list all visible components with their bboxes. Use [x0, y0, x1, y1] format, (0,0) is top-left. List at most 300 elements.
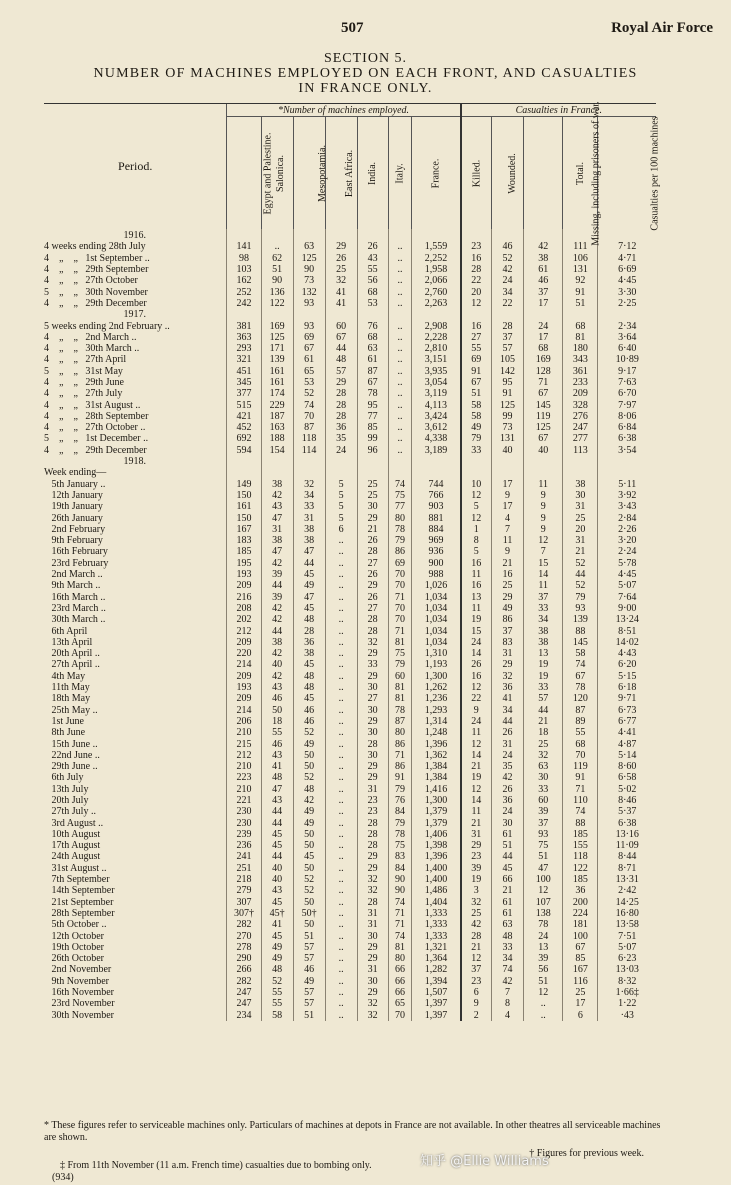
value-cell: 41	[261, 761, 293, 772]
value-cell: 33	[293, 501, 325, 512]
period-cell: 17th August	[44, 840, 101, 852]
period-cell: 6th July	[44, 772, 84, 784]
value-cell: 6·77	[598, 716, 656, 727]
value-cell: ..	[325, 942, 357, 953]
value-cell: 33	[524, 682, 563, 693]
value-cell: 42	[293, 795, 325, 806]
value-cell: 1,321	[412, 942, 461, 953]
value-cell: 4	[492, 1009, 524, 1020]
value-cell: 58	[563, 648, 598, 659]
value-cell: 47	[261, 512, 293, 523]
value-cell: 4·45	[598, 275, 656, 286]
value-cell	[388, 467, 412, 478]
table-row	[44, 953, 656, 964]
value-cell: ..	[388, 354, 412, 365]
value-cell: 22	[461, 275, 492, 286]
empty-cell	[461, 456, 492, 467]
value-cell: ..	[388, 366, 412, 377]
value-cell: 26	[357, 535, 388, 546]
value-cell: 14·02	[598, 637, 656, 648]
value-cell: 69	[388, 558, 412, 569]
value-cell: 45	[293, 603, 325, 614]
value-cell: 29	[357, 942, 388, 953]
value-cell: 881	[412, 512, 461, 523]
empty-cell	[388, 456, 412, 467]
value-cell: 45	[492, 863, 524, 874]
value-cell: 6·84	[598, 422, 656, 433]
section-label: SECTION 5.	[323, 51, 408, 66]
value-cell: 86	[388, 761, 412, 772]
value-cell: 28	[357, 840, 388, 851]
value-cell: 93	[293, 320, 325, 331]
value-cell: 6·23	[598, 953, 656, 964]
table-row	[44, 942, 656, 953]
value-cell: 66	[492, 874, 524, 885]
value-cell: 16	[461, 253, 492, 264]
year-subheading-row	[44, 309, 656, 320]
table-row	[44, 399, 656, 410]
value-cell: 91	[388, 772, 412, 783]
value-cell: 28	[357, 829, 388, 840]
period-cell: 4 „ „ 29th December	[44, 297, 147, 309]
empty-cell	[293, 456, 325, 467]
table-row	[44, 897, 656, 908]
value-cell: 361	[563, 366, 598, 377]
value-cell: 21	[461, 761, 492, 772]
value-cell: ..	[325, 874, 357, 885]
empty-cell	[598, 229, 656, 241]
value-cell: 74	[563, 806, 598, 817]
value-cell: 74	[563, 659, 598, 670]
value-cell: 5·07	[598, 580, 656, 591]
column-header-label: Killed.	[470, 159, 482, 187]
period-cell: Week ending—	[44, 467, 107, 479]
value-cell: 63	[492, 919, 524, 930]
value-cell: 75	[524, 840, 563, 851]
value-cell: 11	[461, 806, 492, 817]
value-cell: 16	[461, 671, 492, 682]
table-row	[44, 275, 656, 286]
value-cell: 53	[293, 377, 325, 388]
value-cell: 33	[492, 942, 524, 953]
value-cell: 32	[357, 874, 388, 885]
period-cell: 20th July	[44, 794, 89, 806]
value-cell: 9·17	[598, 366, 656, 377]
empty-cell	[388, 309, 412, 320]
value-cell: 48	[293, 614, 325, 625]
value-cell: 2·25	[598, 298, 656, 309]
value-cell: 9	[492, 490, 524, 501]
value-cell: 187	[261, 411, 293, 422]
empty-cell	[357, 309, 388, 320]
value-cell: 91	[492, 388, 524, 399]
column-header-label: Wounded.	[506, 152, 518, 194]
period-cell: 18th May	[44, 693, 91, 705]
value-cell	[412, 467, 461, 478]
value-cell: 28	[357, 614, 388, 625]
column-header-label: Casualties per 100 machines	[650, 115, 662, 231]
value-cell: 25	[563, 987, 598, 998]
value-cell: 111	[563, 241, 598, 252]
value-cell: 1,379	[412, 817, 461, 828]
value-cell: 125	[293, 253, 325, 264]
value-cell: 32	[492, 671, 524, 682]
value-cell: ..	[524, 998, 563, 1009]
value-cell: 50	[293, 919, 325, 930]
period-cell: 14th September	[44, 885, 115, 897]
value-cell: 28	[325, 399, 357, 410]
value-cell: 162	[227, 275, 261, 286]
value-cell: 188	[261, 433, 293, 444]
value-cell: 55	[563, 727, 598, 738]
value-cell: 169	[524, 354, 563, 365]
value-cell: 87	[357, 366, 388, 377]
value-cell: 36	[563, 885, 598, 896]
value-cell: 19	[524, 671, 563, 682]
value-cell: 7·64	[598, 592, 656, 603]
value-cell: 46	[261, 738, 293, 749]
value-cell: 3,054	[412, 377, 461, 388]
value-cell: 230	[227, 806, 261, 817]
value-cell: 49	[293, 817, 325, 828]
value-cell: 45	[293, 659, 325, 670]
value-cell: 26	[461, 659, 492, 670]
table-row	[44, 784, 656, 795]
value-cell: 1,333	[412, 919, 461, 930]
value-cell: 3,935	[412, 366, 461, 377]
value-cell: 57	[524, 693, 563, 704]
period-cell: 16th November	[44, 987, 114, 999]
value-cell: 21	[461, 942, 492, 953]
value-cell: 79	[388, 535, 412, 546]
value-cell: 13	[524, 942, 563, 953]
period-cell: 1st June	[44, 715, 84, 727]
value-cell: 43	[261, 750, 293, 761]
value-cell: 290	[227, 953, 261, 964]
table-row	[44, 332, 656, 343]
period-cell: 4 „ „ 29th June	[44, 377, 124, 388]
period-cell: 3rd August ..	[44, 817, 104, 829]
value-cell: 145	[563, 637, 598, 648]
table-title-line1: NUMBER OF MACHINES EMPLOYED ON EACH FRONT, AND CASUALTIES	[93, 66, 638, 81]
value-cell: 50	[293, 897, 325, 908]
value-cell: 55	[357, 264, 388, 275]
section-titles	[0, 51, 731, 96]
value-cell: 7·51	[598, 930, 656, 941]
value-cell: 75	[388, 490, 412, 501]
value-cell: 282	[227, 919, 261, 930]
value-cell: 8·71	[598, 863, 656, 874]
value-cell: 16	[461, 320, 492, 331]
value-cell: 53	[357, 298, 388, 309]
value-cell: 68	[563, 738, 598, 749]
value-cell: 48	[325, 354, 357, 365]
value-cell: 328	[563, 399, 598, 410]
period-cell: 29th June ..	[44, 761, 98, 773]
value-cell: 25	[524, 738, 563, 749]
value-cell: 99	[357, 433, 388, 444]
value-cell: 26	[357, 569, 388, 580]
value-cell: 5	[325, 512, 357, 523]
value-cell: 42	[261, 671, 293, 682]
value-cell: 61	[492, 908, 524, 919]
value-cell: 31	[357, 919, 388, 930]
value-cell: ..	[325, 908, 357, 919]
table-row	[44, 546, 656, 557]
value-cell: ..	[325, 535, 357, 546]
value-cell: 73	[293, 275, 325, 286]
value-cell: ..	[325, 625, 357, 636]
value-cell: 214	[227, 704, 261, 715]
value-cell: 14·25	[598, 897, 656, 908]
value-cell: 202	[227, 614, 261, 625]
value-cell: 969	[412, 535, 461, 546]
value-cell: 2·26	[598, 524, 656, 535]
value-cell: 122	[563, 863, 598, 874]
value-cell: 52	[563, 558, 598, 569]
value-cell: ..	[325, 987, 357, 998]
value-cell	[461, 467, 492, 478]
table-row	[44, 671, 656, 682]
value-cell: 71	[524, 377, 563, 388]
value-cell: 83	[492, 637, 524, 648]
value-cell: 11	[461, 603, 492, 614]
value-cell: 3,151	[412, 354, 461, 365]
value-cell: 70	[388, 569, 412, 580]
value-cell: ..	[325, 761, 357, 772]
value-cell: 161	[261, 366, 293, 377]
value-cell: ..	[261, 241, 293, 252]
period-cell: 4 „ „ 29th September	[44, 264, 149, 276]
empty-cell	[461, 309, 492, 320]
value-cell: 41	[325, 286, 357, 297]
value-cell: 67	[325, 332, 357, 343]
value-cell: 1,559	[412, 241, 461, 252]
value-cell: 5·15	[598, 671, 656, 682]
column-header-label: Egypt and Palestine.	[262, 132, 274, 214]
value-cell: 4·45	[598, 569, 656, 580]
value-cell: 78	[388, 704, 412, 715]
value-cell: 79	[388, 659, 412, 670]
value-cell: 3	[461, 885, 492, 896]
value-cell: 6·70	[598, 388, 656, 399]
value-cell: 47	[524, 863, 563, 874]
value-cell: 1,400	[412, 863, 461, 874]
value-cell: 52	[293, 727, 325, 738]
value-cell: 80	[388, 512, 412, 523]
value-cell: 28	[325, 411, 357, 422]
value-cell: 233	[563, 377, 598, 388]
value-cell: 1,396	[412, 851, 461, 862]
value-cell: 63	[357, 343, 388, 354]
value-cell: 46	[492, 241, 524, 252]
value-cell: ..	[325, 964, 357, 975]
value-cell: 9·00	[598, 603, 656, 614]
value-cell: 46	[293, 964, 325, 975]
value-cell: 22	[461, 693, 492, 704]
value-cell: 51	[461, 388, 492, 399]
table-row	[44, 603, 656, 614]
value-cell: ..	[325, 840, 357, 851]
value-cell: 42	[261, 614, 293, 625]
table-row	[44, 625, 656, 636]
period-cell: 15th June ..	[44, 738, 98, 750]
table-row	[44, 738, 656, 749]
value-cell: 49	[261, 953, 293, 964]
value-cell: 65	[293, 366, 325, 377]
value-cell: 23	[461, 851, 492, 862]
value-cell: ..	[388, 332, 412, 343]
value-cell: 29	[357, 953, 388, 964]
value-cell: ..	[325, 795, 357, 806]
value-cell: 2,263	[412, 298, 461, 309]
value-cell: 32	[357, 998, 388, 1009]
value-cell: 1,300	[412, 671, 461, 682]
value-cell: 19	[461, 772, 492, 783]
value-cell: 7·63	[598, 377, 656, 388]
period-cell: 19th January	[44, 501, 103, 513]
value-cell: 48	[293, 671, 325, 682]
column-header-label: France.	[430, 158, 442, 188]
value-cell: 92	[563, 275, 598, 286]
column-header	[598, 115, 662, 231]
value-cell: 210	[227, 727, 261, 738]
value-cell: 89	[563, 716, 598, 727]
value-cell: 32	[357, 637, 388, 648]
value-cell: 1,400	[412, 874, 461, 885]
value-cell: 19	[461, 874, 492, 885]
value-cell: 38	[261, 535, 293, 546]
value-cell: 24	[492, 806, 524, 817]
period-cell: 4 „ „ 28th September	[44, 410, 149, 422]
value-cell: 52	[293, 885, 325, 896]
value-cell: 154	[261, 445, 293, 456]
period-cell: 4 „ „ 2nd March ..	[44, 331, 137, 343]
header-machines-group: *Number of machines employed.	[227, 104, 461, 117]
value-cell: 125	[261, 332, 293, 343]
value-cell: 50	[293, 761, 325, 772]
period-cell: 5 weeks ending 2nd February ..	[44, 320, 170, 332]
value-cell: 28	[461, 930, 492, 941]
period-cell: 28th September	[44, 907, 115, 919]
value-cell: 51	[261, 264, 293, 275]
value-cell: 12	[461, 490, 492, 501]
value-cell: 35	[325, 433, 357, 444]
value-cell: 4,113	[412, 399, 461, 410]
value-cell: 34	[524, 614, 563, 625]
value-cell: 32	[461, 897, 492, 908]
table-row	[44, 840, 656, 851]
value-cell: 51	[524, 851, 563, 862]
value-cell: 83	[388, 851, 412, 862]
value-cell: 68	[524, 343, 563, 354]
value-cell: 21	[492, 558, 524, 569]
value-cell: 1,236	[412, 693, 461, 704]
value-cell: 1,507	[412, 987, 461, 998]
value-cell: 49	[461, 422, 492, 433]
value-cell: 12	[461, 298, 492, 309]
value-cell: 118	[293, 433, 325, 444]
value-cell: 71	[563, 784, 598, 795]
value-cell: 29	[357, 987, 388, 998]
table-row	[44, 930, 656, 941]
value-cell: 68	[357, 286, 388, 297]
table-row	[44, 264, 656, 275]
header-period: Period.	[118, 159, 153, 173]
value-cell: 208	[227, 603, 261, 614]
value-cell: 120	[563, 693, 598, 704]
table-body	[44, 229, 656, 1021]
value-cell: 136	[261, 286, 293, 297]
value-cell: 105	[492, 354, 524, 365]
value-cell: 1,310	[412, 648, 461, 659]
value-cell: 114	[293, 445, 325, 456]
value-cell: 51	[563, 298, 598, 309]
value-cell: 11	[492, 535, 524, 546]
value-cell: ..	[388, 445, 412, 456]
value-cell: 81	[388, 637, 412, 648]
value-cell: 76	[388, 795, 412, 806]
value-cell: 61	[492, 829, 524, 840]
value-cell: 70	[388, 614, 412, 625]
value-cell: 23	[461, 241, 492, 252]
value-cell: 38	[293, 535, 325, 546]
value-cell: 2·24	[598, 546, 656, 557]
value-cell: 307†	[227, 908, 261, 919]
table-row	[44, 592, 656, 603]
period-cell: 23rd March ..	[44, 602, 106, 614]
value-cell: 38	[524, 637, 563, 648]
value-cell: 40	[524, 445, 563, 456]
column-header	[388, 117, 412, 230]
value-cell: ..	[325, 592, 357, 603]
empty-cell	[325, 229, 357, 241]
value-cell: 9	[524, 501, 563, 512]
value-cell: 28	[293, 625, 325, 636]
value-cell: 25	[563, 512, 598, 523]
value-cell: 1,958	[412, 264, 461, 275]
value-cell: 5·02	[598, 784, 656, 795]
value-cell: 12	[461, 682, 492, 693]
value-cell: 119	[524, 411, 563, 422]
value-cell: 247	[227, 998, 261, 1009]
value-cell: 5	[325, 501, 357, 512]
value-cell: 38	[524, 253, 563, 264]
value-cell: 43	[357, 253, 388, 264]
column-header-label: Italy.	[394, 162, 406, 184]
page-number: 507	[341, 20, 364, 36]
value-cell: 46	[293, 704, 325, 715]
value-cell: 4·87	[598, 738, 656, 749]
value-cell: 16	[461, 558, 492, 569]
value-cell: 139	[563, 614, 598, 625]
value-cell: 9	[524, 512, 563, 523]
value-cell: 14	[461, 648, 492, 659]
year-subheading: 1918.	[123, 456, 146, 468]
value-cell: 41	[325, 298, 357, 309]
value-cell: 25	[357, 490, 388, 501]
value-cell: 1·22	[598, 998, 656, 1009]
value-cell: 55	[261, 987, 293, 998]
table-row	[44, 885, 656, 896]
value-cell: 29	[492, 592, 524, 603]
value-cell: 1	[461, 524, 492, 535]
value-cell: 218	[227, 874, 261, 885]
value-cell: 7	[492, 524, 524, 535]
value-cell: 57	[293, 987, 325, 998]
value-cell: 2·84	[598, 512, 656, 523]
value-cell: 29	[325, 377, 357, 388]
